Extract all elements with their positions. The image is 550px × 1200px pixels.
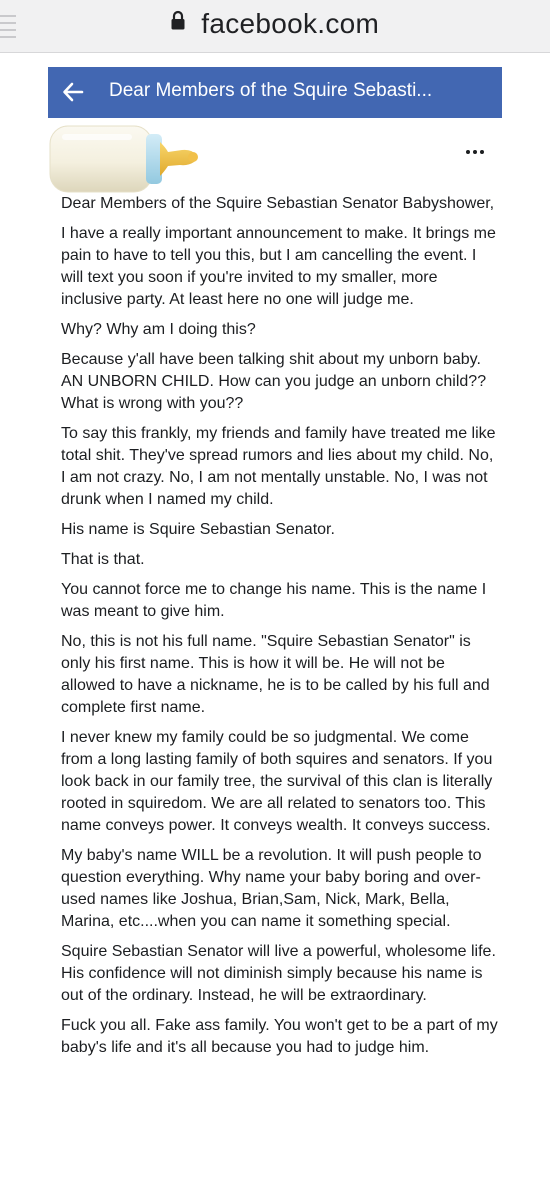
browser-address-bar[interactable] xyxy=(0,0,550,53)
post-body xyxy=(61,193,501,1067)
avatar[interactable] xyxy=(48,122,210,196)
post-paragraph: His name is Squire Sebastian Senator. xyxy=(61,521,335,538)
post-paragraph: I never knew my family could be so judgmental. We come from a long lasting family of both squires and senators. If you look back in our family tree, the survival of this clan is literally rooted in squiredom. We are all related to senators too. This name conveys power. It conveys wealth. It conveys success. xyxy=(61,729,493,834)
url-text[interactable]: facebook.com xyxy=(201,8,380,39)
post-paragraph: No, this is not his full name. "Squire Sebastian Senator" is only his first name. This is how it will be. He will not be allowed to have a nickname, he is to be called by his full and complete first name. xyxy=(61,633,490,716)
url-container[interactable] xyxy=(0,8,550,40)
header-title: Dear Members of the Squire Sebasti... xyxy=(109,80,433,101)
post-paragraph: Because y'all have been talking shit about my unborn baby. AN UNBORN CHILD. How can you judge an unborn child?? What is wrong with you?? xyxy=(61,351,487,412)
post-paragraph: That is that. xyxy=(61,551,145,568)
post-paragraph: You cannot force me to change his name. This is the name I was meant to give him. xyxy=(61,581,487,620)
back-arrow-icon[interactable] xyxy=(62,79,84,105)
post-paragraph: Fuck you all. Fake ass family. You won't get to be a part of my baby's life and it's all because you had to judge him. xyxy=(61,1017,498,1056)
post-paragraph: I have a really important announcement to make. It brings me pain to have to tell you this, but I am cancelling the event. I will text you soon if you're invited to my smaller, more inclusive party. At least here no one will judge me. xyxy=(61,225,496,308)
post-paragraph: To say this frankly, my friends and family have treated me like total shit. They've spread rumors and lies about my child. No, I am not crazy. No, I am not mentally unstable. No, I was not drunk when I named my child. xyxy=(61,425,496,508)
post-header-bar xyxy=(48,67,502,118)
lock-icon xyxy=(171,10,185,35)
post-paragraph: Squire Sebastian Senator will live a powerful, wholesome life. His confidence will not diminish simply because his name is out of the ordinary. Instead, he will be extraordinary. xyxy=(61,943,496,1004)
more-options-icon[interactable] xyxy=(462,144,488,160)
post-paragraph: My baby's name WILL be a revolution. It will push people to question everything. Why name your baby boring and over-used names like Joshua, Brian,Sam, Nick, Mark, Bella, Marina, etc....when you can name it something special. xyxy=(61,847,482,930)
post-paragraph: Why? Why am I doing this? xyxy=(61,321,256,338)
post-paragraph: Dear Members of the Squire Sebastian Senator Babyshower, xyxy=(61,195,495,212)
